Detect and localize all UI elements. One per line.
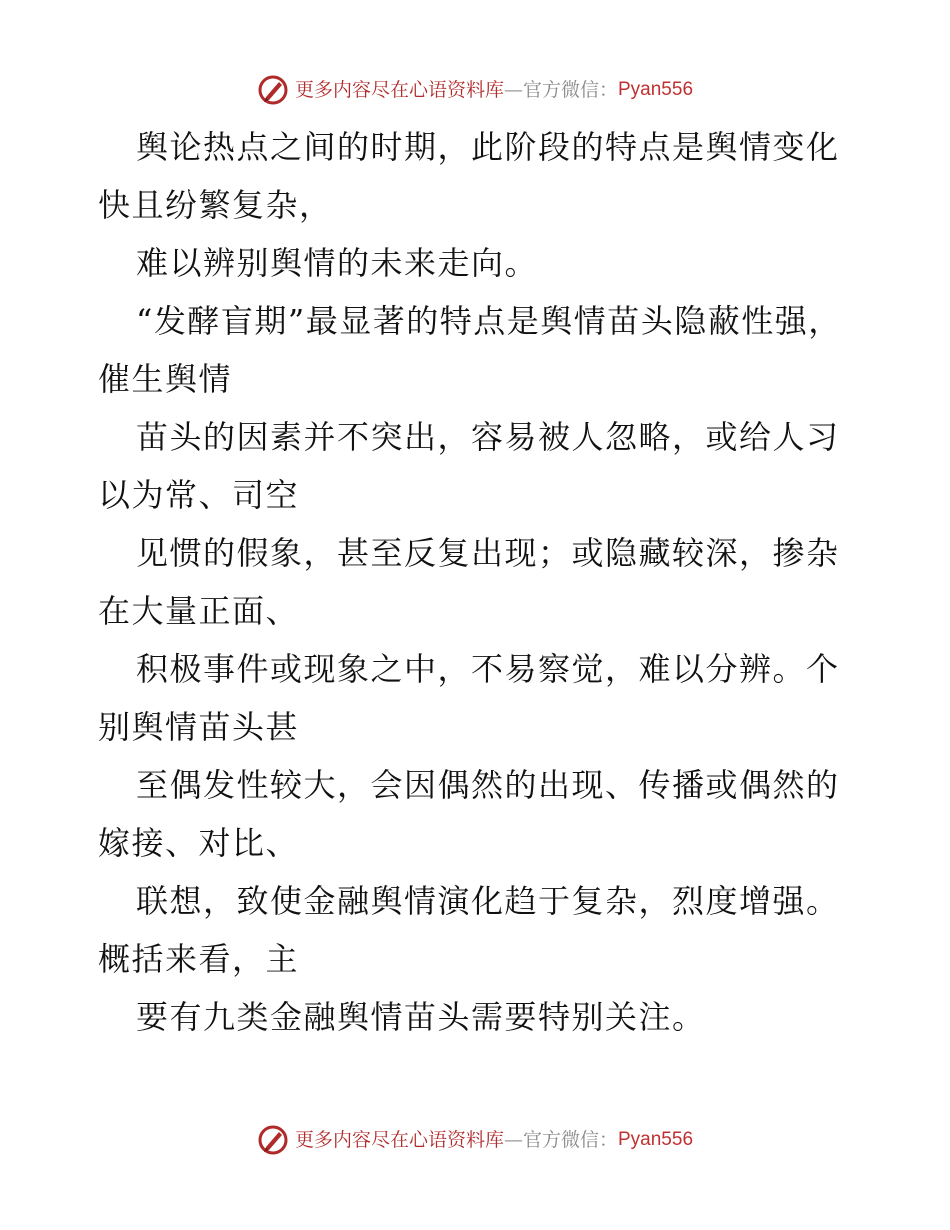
watermark-library: 更多内容尽在心语资料库	[294, 79, 504, 101]
watermark-text	[295, 75, 693, 105]
pen-circle-icon	[257, 74, 289, 106]
paragraph: 要有九类金融舆情苗头需要特别关注。	[136, 998, 706, 1036]
paragraph: “发酵盲期”最显著的特点是舆情苗头隐蔽性强，催生舆情	[98, 302, 842, 398]
header-watermark	[0, 74, 950, 106]
paragraph: 舆论热点之间的时期，此阶段的特点是舆情变化快且纷繁复杂，	[98, 128, 840, 224]
footer-watermark	[0, 1124, 950, 1156]
paragraph: 见惯的假象，甚至反复出现；或隐藏较深，掺杂在大量正面、	[98, 534, 840, 630]
paragraph: 积极事件或现象之中，不易察觉，难以分辨。个别舆情苗头甚	[98, 650, 840, 746]
watermark-dash: —	[503, 79, 523, 101]
watermark-account: Pyan556	[618, 79, 694, 100]
watermark-account: Pyan556	[618, 1129, 694, 1150]
watermark-official-label: 官方微信：	[522, 79, 618, 101]
paragraph: 联想，致使金融舆情演化趋于复杂，烈度增强。概括来看，主	[98, 882, 840, 978]
pen-circle-icon	[257, 1124, 289, 1156]
document-body	[98, 118, 858, 1046]
paragraph: 至偶发性较大，会因偶然的出现、传播或偶然的嫁接、对比、	[98, 766, 840, 862]
paragraph: 难以辨别舆情的未来走向。	[136, 244, 539, 282]
watermark-library: 更多内容尽在心语资料库	[294, 1129, 504, 1151]
paragraph: 苗头的因素并不突出，容易被人忽略，或给人习以为常、司空	[98, 418, 840, 514]
watermark-text	[295, 1125, 693, 1155]
watermark-dash: —	[503, 1129, 523, 1151]
watermark-official-label: 官方微信：	[522, 1129, 618, 1151]
